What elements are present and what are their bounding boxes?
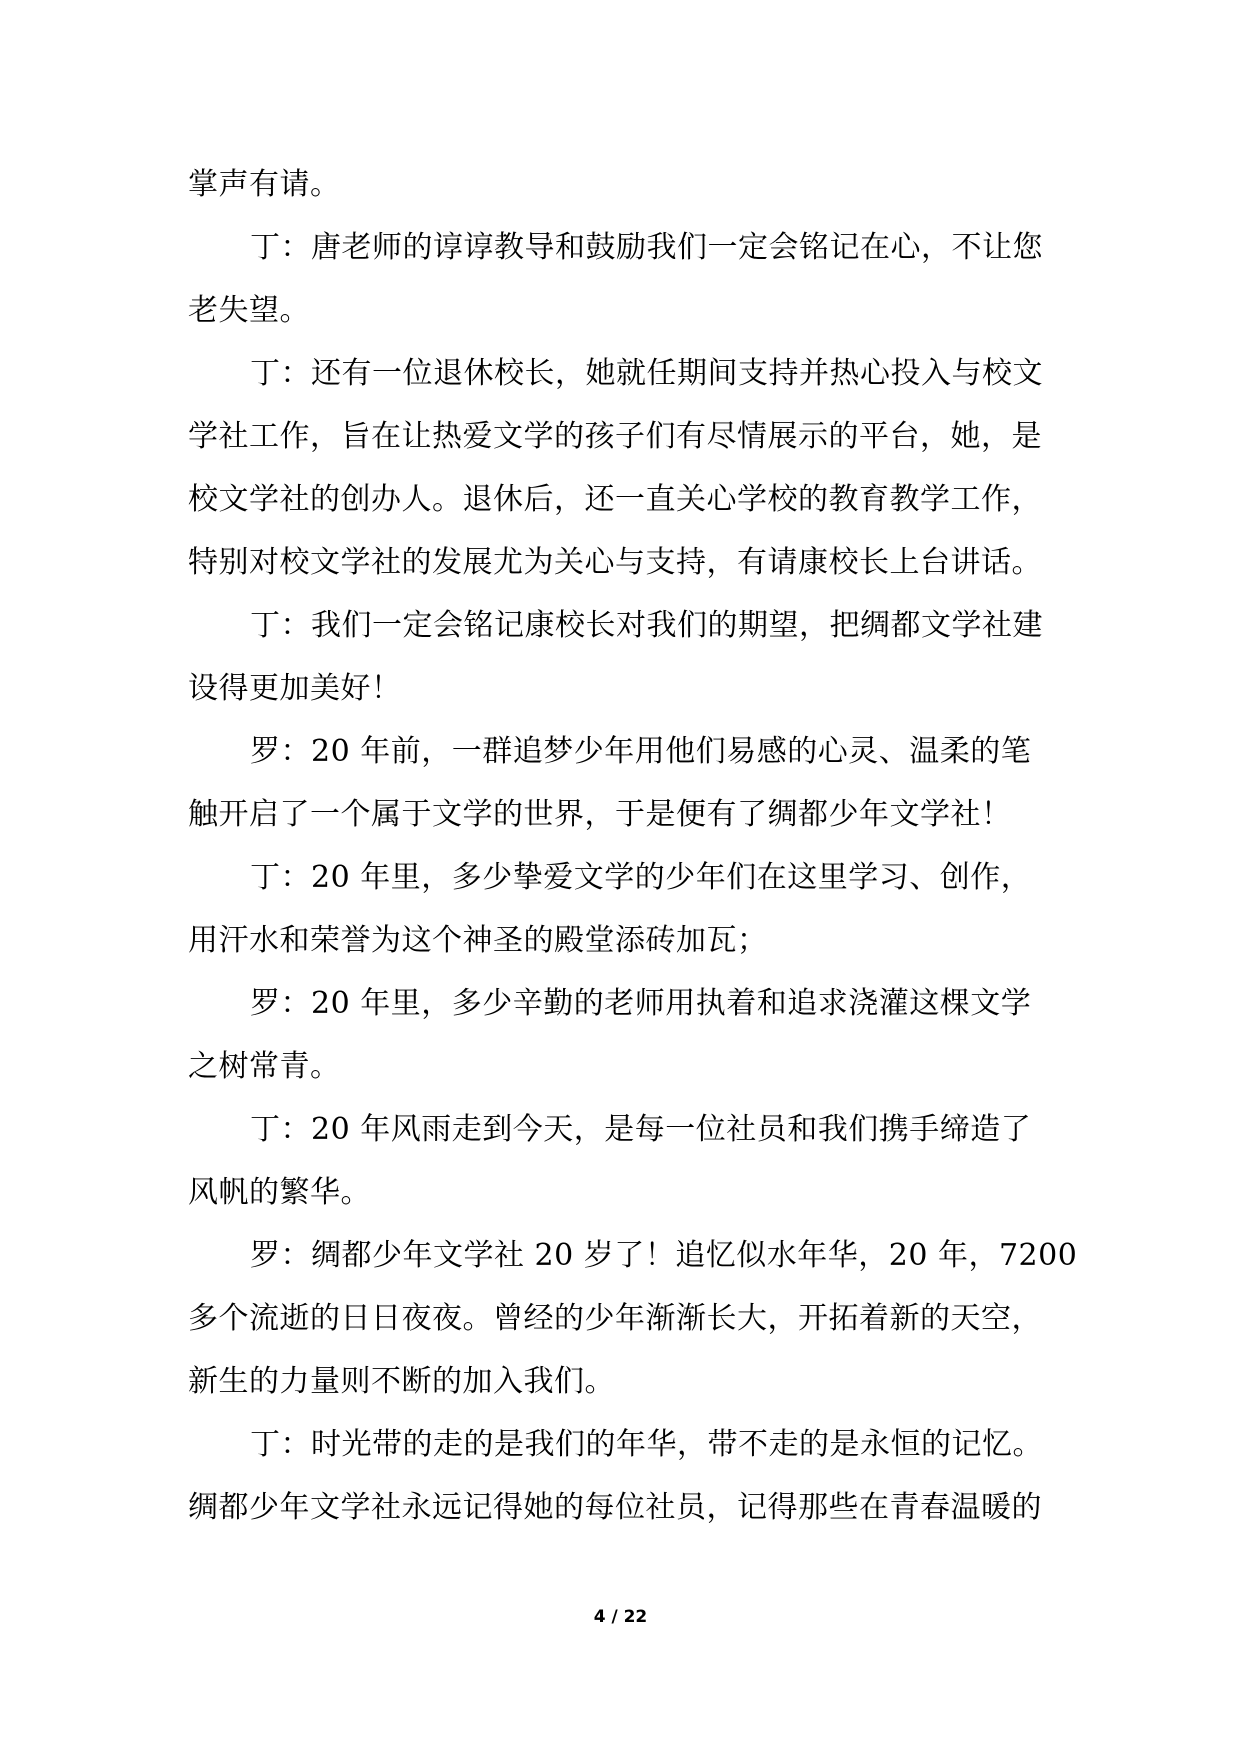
text-line: 掌声有请。 xyxy=(188,167,341,202)
text-line: 用汗水和荣誉为这个神圣的殿堂添砖加瓦； xyxy=(188,923,768,958)
text-line: 丁：20 年里，多少挚爱文学的少年们在这里学习、创作， xyxy=(250,860,1032,895)
text-line: 之树常青。 xyxy=(188,1049,341,1084)
text-line: 罗：绸都少年文学社 20 岁了！追忆似水年华，20 年，7200 xyxy=(250,1238,1078,1273)
text-line: 新生的力量则不断的加入我们。 xyxy=(188,1364,615,1399)
text-line: 学社工作，旨在让热爱文学的孩子们有尽情展示的平台，她，是 xyxy=(188,419,1042,454)
text-line: 丁：还有一位退休校长，她就任期间支持并热心投入与校文 xyxy=(250,356,1043,391)
text-line: 丁：我们一定会铭记康校长对我们的期望，把绸都文学社建 xyxy=(250,608,1043,643)
text-line: 校文学社的创办人。退休后，还一直关心学校的教育教学工作， xyxy=(188,482,1042,517)
text-line: 丁：唐老师的谆谆教导和鼓励我们一定会铭记在心，不让您 xyxy=(250,230,1043,265)
text-line: 丁：时光带的走的是我们的年华，带不走的是永恒的记忆。 xyxy=(250,1427,1043,1462)
text-line: 触开启了一个属于文学的世界，于是便有了绸都少年文学社！ xyxy=(188,797,1012,832)
text-line: 丁：20 年风雨走到今天，是每一位社员和我们携手缔造了 xyxy=(250,1112,1032,1147)
text-line: 风帆的繁华。 xyxy=(188,1175,371,1210)
text-line: 罗：20 年前，一群追梦少年用他们易感的心灵、温柔的笔 xyxy=(250,734,1032,769)
text-line: 绸都少年文学社永远记得她的每位社员，记得那些在青春温暖的 xyxy=(188,1490,1042,1525)
text-line: 罗：20 年里，多少辛勤的老师用执着和追求浇灌这棵文学 xyxy=(250,986,1032,1021)
page-number: 4 / 22 xyxy=(593,1607,648,1627)
text-line: 设得更加美好！ xyxy=(188,671,402,706)
text-line: 多个流逝的日日夜夜。曾经的少年渐渐长大，开拓着新的天空， xyxy=(188,1301,1042,1336)
text-line: 老失望。 xyxy=(188,293,310,328)
text-line: 特别对校文学社的发展尤为关心与支持，有请康校长上台讲话。 xyxy=(188,545,1042,580)
